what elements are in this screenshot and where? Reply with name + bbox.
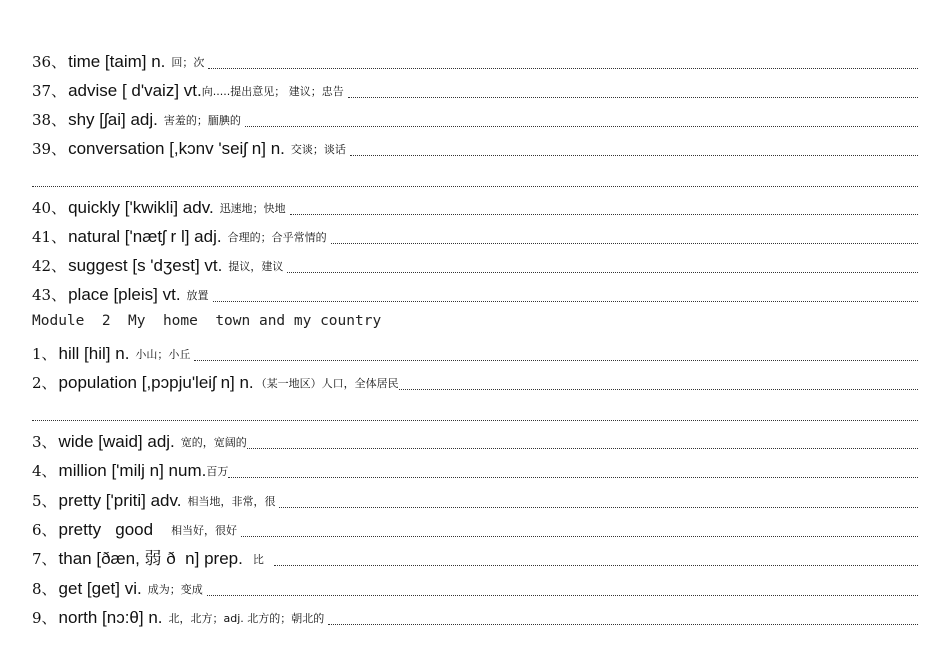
vocab-word: natural ['nætʃ r l] adj. (68, 227, 222, 246)
vocab-word: hill [hil] n. (58, 344, 130, 363)
vocab-meaning: 提议，建议 (228, 260, 284, 273)
answer-line (241, 536, 918, 537)
answer-line (290, 214, 918, 215)
vocab-row-8 (32, 575, 918, 599)
row-number: 2、 (32, 374, 57, 392)
vocab-word: wide [waid] adj. (58, 432, 175, 451)
row-number: 40、 (32, 199, 67, 217)
row-number: 6、 (32, 521, 57, 539)
vocab-meaning: 交谈；谈话 (290, 143, 346, 156)
row-number: 43、 (32, 286, 67, 304)
row-number: 41、 (32, 228, 67, 246)
vocab-row-5 (32, 487, 918, 511)
answer-line (348, 97, 918, 98)
vocab-row-1 (32, 340, 918, 364)
vocab-word: population [,pɔpju'leiʃ n] n. (58, 373, 254, 392)
vocab-word: get [ɡet] vi. (58, 579, 142, 598)
row-number: 37、 (32, 82, 67, 100)
vocab-row-37 (32, 77, 918, 101)
answer-line (207, 595, 918, 596)
answer-line (331, 243, 918, 244)
vocab-word: shy [ʃai] adj. (68, 110, 158, 129)
vocab-meaning: 合理的；合乎常情的 (227, 231, 327, 244)
vocab-row-6 (32, 516, 918, 540)
answer-line (350, 155, 918, 156)
answer-line (194, 360, 918, 361)
vocab-meaning: 回；次 (171, 56, 205, 69)
answer-line-continuation (32, 186, 918, 187)
answer-line (328, 624, 918, 625)
vocab-word: than [ðæn, 弱 ð n] prep. (58, 549, 243, 568)
vocab-word: pretty good (58, 520, 154, 539)
vocab-meaning: 相当好，很好 (171, 524, 238, 537)
vocab-row-3 (32, 428, 918, 452)
vocab-meaning: 向.....提出意见； 建议；忠告 (201, 85, 344, 98)
vocab-meaning: 相当地，非常，很 (187, 495, 276, 508)
answer-line-continuation (32, 420, 918, 421)
answer-line (287, 272, 918, 273)
vocab-row-9 (32, 604, 918, 628)
vocab-meaning: 成为；变成 (147, 583, 203, 596)
vocab-meaning: 百万 (206, 465, 229, 478)
answer-line (208, 68, 918, 69)
vocab-meaning: 小山；小丘 (135, 348, 191, 361)
vocab-row-7 (32, 545, 918, 569)
row-number: 3、 (32, 433, 57, 451)
vocab-word: advise [ d'vaiz] vt. (68, 81, 202, 100)
vocab-meaning: 放置 (186, 289, 209, 302)
vocab-meaning: 害羞的；腼腆的 (163, 114, 241, 127)
vocab-row-39 (32, 135, 918, 159)
vocab-row-2 (32, 369, 918, 393)
row-number: 8、 (32, 580, 57, 598)
row-number: 9、 (32, 609, 57, 627)
module-heading: Module 2 My home town and my country (32, 313, 382, 329)
answer-line (247, 448, 918, 449)
row-number: 39、 (32, 140, 67, 158)
vocab-meaning: 比 (252, 553, 264, 566)
row-number: 1、 (32, 345, 57, 363)
vocab-row-41 (32, 223, 918, 247)
answer-line (245, 126, 918, 127)
answer-line (274, 565, 918, 566)
row-number: 7、 (32, 550, 57, 568)
vocab-word: pretty ['priti] adv. (58, 491, 182, 510)
vocab-meaning: 北，北方；adj. 北方的；朝北的 (168, 612, 325, 625)
vocab-row-36 (32, 48, 918, 72)
row-number: 42、 (32, 257, 67, 275)
vocab-word: million ['milj n] num. (58, 461, 207, 480)
vocab-row-38 (32, 106, 918, 130)
vocab-row-40 (32, 194, 918, 218)
vocab-row-43 (32, 281, 918, 305)
answer-line (279, 507, 918, 508)
answer-line (213, 301, 918, 302)
vocab-word: place [pleis] vt. (68, 285, 181, 304)
vocab-meaning: 迅速地；快地 (219, 202, 286, 215)
vocab-word: north [nɔ:θ] n. (58, 608, 163, 627)
vocab-row-4 (32, 457, 918, 481)
row-number: 4、 (32, 462, 57, 480)
answer-line (228, 477, 918, 478)
row-number: 36、 (32, 53, 67, 71)
vocab-meaning: 宽的，宽阔的 (180, 436, 247, 449)
vocab-word: quickly ['kwikli] adv. (68, 198, 214, 217)
row-number: 5、 (32, 492, 57, 510)
row-number: 38、 (32, 111, 67, 129)
vocab-word: suggest [s 'dʒest] vt. (68, 256, 223, 275)
answer-line (399, 389, 918, 390)
vocab-meaning: （某一地区）人口，全体居民 (255, 377, 399, 390)
vocab-row-42 (32, 252, 918, 276)
vocab-word: time [taim] n. (68, 52, 166, 71)
vocab-word: conversation [,kɔnv 'seiʃ n] n. (68, 139, 285, 158)
